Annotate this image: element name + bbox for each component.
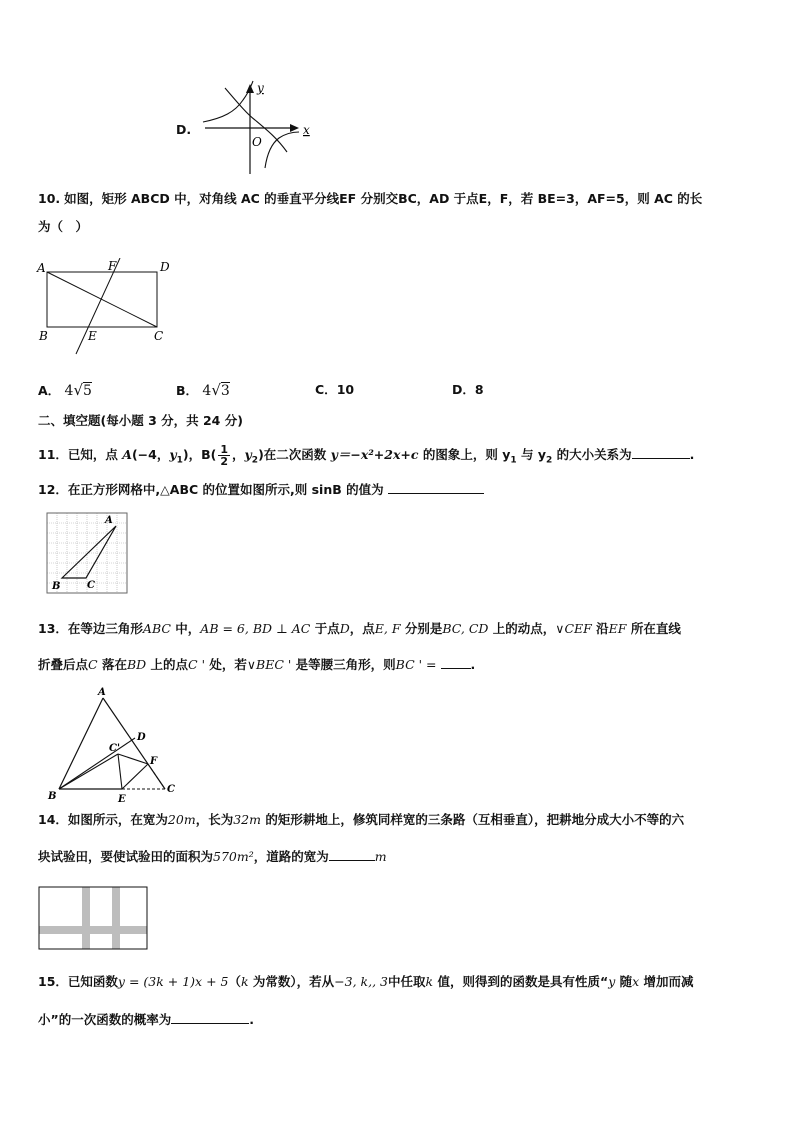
- q15-line2: [38, 1011, 254, 1027]
- q15-t5: 值，则得到的函数是具有性质“: [433, 974, 609, 989]
- label-cprime: C': [109, 743, 121, 754]
- q11-line: [38, 444, 694, 467]
- fraction-numerator: 1: [220, 443, 229, 456]
- road-vertical-2: [112, 887, 120, 949]
- q15-t8: 小”的一次函数的概率为: [38, 1012, 172, 1027]
- q13-triangle-bec: ∨BEC ': [246, 657, 292, 672]
- segment-bd: [59, 738, 135, 789]
- q15-t7: 增加而减: [639, 974, 694, 989]
- q9-option-d-graph: [195, 76, 320, 176]
- q13-abc: ABC: [142, 621, 171, 636]
- q13-t3: 于点: [310, 621, 340, 636]
- q14-t2: ，长为: [195, 812, 234, 827]
- label-c: C: [167, 784, 175, 795]
- q12-text: 在正方形网格中,△ABC 的位置如图所示,则 sinB 的值为: [67, 482, 384, 497]
- label-d: D: [160, 260, 170, 274]
- q13-line1: [38, 621, 681, 636]
- label-c: C: [87, 580, 95, 591]
- q13-answer-blank[interactable]: [441, 656, 471, 669]
- option-a-radicand: 5: [83, 383, 92, 399]
- field-rectangle: [39, 887, 147, 949]
- q13-triangle-cef: ∨CEF: [555, 621, 592, 636]
- q11-function: y＝−x²+2x+c: [330, 447, 419, 462]
- q10-figure-rectangle: [36, 258, 176, 358]
- q11-answer-blank[interactable]: [632, 446, 690, 459]
- q13-triangle-figure: [40, 686, 180, 804]
- q12-number: 12．: [38, 482, 68, 497]
- label-d: D: [137, 732, 146, 743]
- q14-t5: ，道路的宽为: [253, 849, 329, 864]
- option-a-letter: A．: [38, 383, 61, 398]
- q12-line: [38, 481, 484, 497]
- curve-lower-right: [265, 132, 299, 168]
- q13-t9: 折叠后点: [38, 657, 89, 672]
- q10-option-d: [452, 382, 484, 397]
- q15-line1: [38, 974, 694, 989]
- q10-line1: [38, 191, 702, 206]
- option-b-radicand: 3: [220, 383, 230, 399]
- q11-text-3: )，B(: [182, 447, 217, 462]
- q11-y1: y: [169, 447, 177, 462]
- q13-t10: 落在: [97, 657, 127, 672]
- q14-t4: 块试验田，要使试验田的面积为: [38, 849, 214, 864]
- q13-t2: 中，: [170, 621, 201, 636]
- q13-t4: ，点: [349, 621, 375, 636]
- label-f: F: [150, 756, 158, 767]
- q11-text-7: 与: [516, 447, 538, 462]
- q11-text-8: 的大小关系为: [552, 447, 632, 462]
- sqrt-symbol: √: [73, 381, 84, 399]
- curve-upper-left: [203, 81, 253, 122]
- q11-sub2: 2: [251, 455, 259, 466]
- q14-width: 20m: [167, 812, 196, 827]
- q15-y: y: [608, 974, 616, 989]
- q10-option-a: [38, 381, 92, 400]
- road-horizontal: [39, 926, 147, 934]
- q15-x: x: [632, 974, 640, 989]
- q11-text-4: ，: [232, 447, 245, 462]
- q10-number: 10.: [38, 191, 61, 206]
- label-a: A: [98, 687, 106, 698]
- label-c: C: [154, 329, 164, 343]
- q10-text-line1: 如图，矩形 ABCD 中，对角线 AC 的垂直平分线EF 分别交BC，AD 于点E，F，若 BE=3，AF=5，则 AC 的长: [64, 191, 703, 206]
- q14-number: 14．: [38, 812, 68, 827]
- q13-c: C: [88, 657, 98, 672]
- q13-cprime: C ': [188, 657, 206, 672]
- label-b: B: [52, 581, 61, 592]
- x-axis-label: x: [303, 123, 310, 137]
- road-vertical-1: [82, 887, 90, 949]
- q14-line2: [38, 848, 387, 864]
- segment-ef: [122, 764, 148, 789]
- label-f: F: [108, 259, 117, 273]
- q12-grid-figure: [46, 512, 128, 594]
- q10-line2: 为（ ）: [38, 219, 89, 234]
- q11-cmp-sub1: 1: [510, 455, 517, 466]
- q13-t11: 上的点: [146, 657, 189, 672]
- label-a: A: [37, 261, 46, 275]
- label-a: A: [105, 515, 113, 526]
- section-2-title: 二、填空题(每小题 3 分，共 24 分): [38, 413, 243, 428]
- q11-text-2: (−4，: [131, 447, 170, 462]
- q15-function: y = (3k + 1)x + 5: [117, 974, 229, 989]
- label-e: E: [88, 329, 97, 343]
- option-d-letter: D．: [452, 382, 475, 397]
- q15-t1: 已知函数: [67, 974, 118, 989]
- q14-unit: m: [374, 849, 387, 864]
- q13-end: .: [470, 657, 476, 672]
- q14-t3: 的矩形耕地上，修筑同样宽的三条路（互相垂直），把耕地分成大小不等的六: [260, 812, 685, 827]
- q11-text-1: 已知，点: [67, 447, 123, 462]
- triangle-abc: [62, 526, 116, 578]
- q14-area: 570m²: [213, 849, 254, 864]
- sqrt-symbol: √: [211, 381, 221, 399]
- q10-option-c: [315, 382, 354, 397]
- q15-k: k: [241, 974, 249, 989]
- q11-text-6: 的图象上，则: [418, 447, 503, 462]
- q14-t1: 如图所示，在宽为: [67, 812, 168, 827]
- q11-cmp-sub2: 2: [546, 455, 553, 466]
- q10-option-b: [176, 381, 230, 400]
- option-d-value: 8: [474, 382, 484, 397]
- q13-t6: 上的动点，: [488, 621, 556, 636]
- label-b: B: [48, 791, 57, 802]
- q11-cmp-y1: y: [502, 447, 511, 462]
- q11-text-5: )在二次函数: [258, 447, 331, 462]
- q15-t3: 为常数），若从: [248, 974, 335, 989]
- q11-fraction: [218, 444, 230, 467]
- q15-t4: 中任取: [388, 974, 426, 989]
- q14-line1: [38, 812, 684, 827]
- q15-t2: （: [228, 974, 241, 989]
- q13-t8: 所在直线: [626, 621, 681, 636]
- q11-sub1: 1: [176, 455, 183, 466]
- q13-t1: 在等边三角形: [67, 621, 143, 636]
- option-c-value: 10: [336, 382, 355, 397]
- q9-option-d-label: D.: [176, 122, 192, 137]
- q13-bd: BD: [126, 657, 147, 672]
- q11-point-a: A: [122, 447, 132, 462]
- option-a-coef: 4: [64, 383, 74, 399]
- q15-k2: k: [425, 974, 434, 989]
- q11-y2: y: [244, 447, 252, 462]
- origin-label: O: [252, 135, 262, 149]
- fraction-denominator: 2: [220, 455, 229, 468]
- q13-d: D: [339, 621, 350, 636]
- x-axis-arrow: [290, 124, 299, 132]
- segment-cprime-f: [118, 754, 148, 764]
- q15-number: 15．: [38, 974, 68, 989]
- q15-answer-blank[interactable]: [171, 1011, 249, 1024]
- q14-field-figure: [38, 886, 150, 952]
- y-axis-label: y: [257, 81, 264, 95]
- q13-t5: 分别是: [400, 621, 443, 636]
- q13-number: 13．: [38, 621, 68, 636]
- q13-condition: AB = 6, BD ⊥ AC: [200, 621, 311, 636]
- q11-end: .: [689, 447, 695, 462]
- q11-cmp-y2: y: [537, 447, 547, 462]
- q13-t13: 是等腰三角形，则: [291, 657, 396, 672]
- q15-set: −3, k,, 3: [334, 974, 389, 989]
- q13-ef-line: EF: [608, 621, 627, 636]
- q14-answer-blank[interactable]: [329, 848, 375, 861]
- q14-length: 32m: [233, 812, 261, 827]
- option-b-letter: B．: [176, 383, 199, 398]
- q13-t12: 处，若: [205, 657, 247, 672]
- option-c-letter: C．: [315, 382, 337, 397]
- option-b-coef: 4: [202, 383, 212, 399]
- label-b: B: [39, 329, 48, 343]
- q15-t6: 随: [615, 974, 633, 989]
- q11-number: 11．: [38, 447, 68, 462]
- q13-ef: E, F: [374, 621, 401, 636]
- q13-answer-expr: BC ' =: [395, 657, 437, 672]
- label-e: E: [118, 794, 126, 804]
- q13-line2: [38, 656, 475, 672]
- q13-t7: 沿: [591, 621, 609, 636]
- q13-bc-cd: BC, CD: [442, 621, 489, 636]
- diagonal-ac: [47, 272, 157, 327]
- q15-end: .: [249, 1012, 254, 1027]
- q12-answer-blank[interactable]: [388, 481, 484, 494]
- segment-cprime-e: [118, 754, 122, 789]
